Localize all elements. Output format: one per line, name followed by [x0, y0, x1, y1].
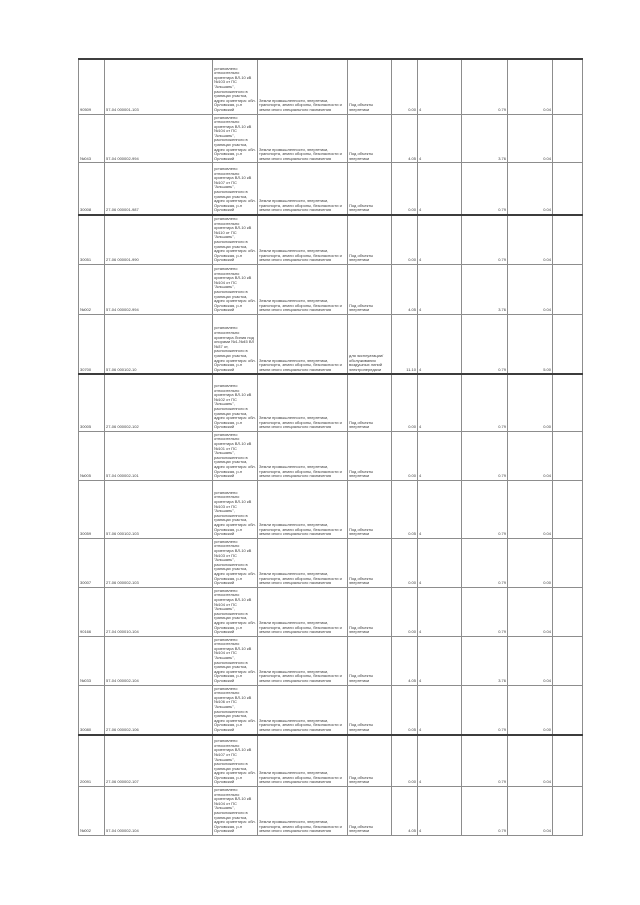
cell-cadastral-number: 27-06 000001-990: [105, 215, 213, 264]
cell-sum-value: 0.04: [508, 587, 553, 636]
cell-area-value: 4.05: [392, 264, 418, 314]
cell-record-number: 30051: [79, 215, 105, 264]
cell-empty: [553, 163, 583, 215]
table-row: [79, 685, 583, 734]
cell-sum-value: 0.04: [508, 114, 553, 163]
cell-permitted-use: Под объекты энергетики: [348, 636, 392, 685]
cell-rate-value: 0.79: [462, 215, 508, 264]
cell-rate-value: 0.79: [462, 59, 508, 114]
cell-record-number: 30005: [79, 374, 105, 431]
cell-code-value: 4: [418, 431, 462, 480]
cell-code-value: 4: [418, 114, 462, 163]
cell-land-category: Земли промышленности, энергетики, транспорта, земли обороны, безопасности и земли иного специального назначения: [258, 314, 348, 374]
cell-location-description: установлено относительно ориентира ВЛ-10 кВ №110 от ПС "Альшань", расположенного в границах участка, адрес ориентира: обл. Орловская, р-н Орловский: [213, 215, 258, 264]
cell-cadastral-number: 27-06 000002-103: [105, 538, 213, 587]
table-row: [79, 538, 583, 587]
cell-permitted-use: Под объекты энергетики: [348, 374, 392, 431]
cell-rate-value: 0.79: [462, 163, 508, 215]
cell-permitted-use: Под объекты энергетики: [348, 685, 392, 734]
cell-sum-value: 0.04: [508, 787, 553, 836]
cell-rate-value: 0.79: [462, 685, 508, 734]
cell-location-description: установлено относительно ориентира ВЛ-10 кВ №103 от ПС "Альшань", расположенного в границах участка, адрес ориентира: обл. Орловская, р-н Орловский: [213, 480, 258, 538]
cell-rate-value: 0.79: [462, 314, 508, 374]
cell-area-value: 0.00: [392, 163, 418, 215]
table-row: [79, 314, 583, 374]
cell-permitted-use: Под объекты энергетики: [348, 59, 392, 114]
cell-record-number: 30080: [79, 685, 105, 734]
cell-sum-value: 0.04: [508, 59, 553, 114]
table-row: [79, 59, 583, 114]
cell-area-value: 0.00: [392, 431, 418, 480]
cell-area-value: 0.00: [392, 587, 418, 636]
cell-cadastral-number: 27-04 000010-104: [105, 587, 213, 636]
cell-location-description: установлено относительно ориентира ВЛ-10 кВ №104 от ПС "Альшань", расположенного в границах участка, адрес ориентира: обл. Орловская, р-н Орловский: [213, 264, 258, 314]
cell-empty: [553, 114, 583, 163]
cell-land-category: Земли промышленности, энергетики, транспорта, земли обороны, безопасности и земли иного специального назначения: [258, 431, 348, 480]
cell-code-value: 4: [418, 636, 462, 685]
cell-code-value: 4: [418, 264, 462, 314]
cell-permitted-use: Под объекты энергетики: [348, 163, 392, 215]
cadastral-table-container: [78, 58, 582, 836]
table-row: [79, 787, 583, 836]
cell-empty: [553, 264, 583, 314]
cell-area-value: 11.10: [392, 314, 418, 374]
cell-cadastral-number: 57-06 000102-10: [105, 314, 213, 374]
cell-land-category: Земли промышленности, энергетики, транспорта, земли обороны, безопасности и земли иного специального назначения: [258, 685, 348, 734]
cell-empty: [553, 587, 583, 636]
cell-code-value: 4: [418, 480, 462, 538]
cell-code-value: 4: [418, 59, 462, 114]
cell-code-value: 4: [418, 215, 462, 264]
cell-land-category: Земли промышленности, энергетики, транспорта, земли обороны, безопасности и земли иного специального назначения: [258, 787, 348, 836]
cell-permitted-use: Под объекты энергетики: [348, 787, 392, 836]
cell-rate-value: 0.79: [462, 374, 508, 431]
cell-rate-value: 0.79: [462, 538, 508, 587]
cell-empty: [553, 314, 583, 374]
table-row: [79, 587, 583, 636]
cell-rate-value: 0.79: [462, 735, 508, 787]
cell-area-value: 4.05: [392, 636, 418, 685]
cell-land-category: Земли промышленности, энергетики, транспорта, земли обороны, безопасности и земли иного специального назначения: [258, 163, 348, 215]
cell-sum-value: 0.04: [508, 264, 553, 314]
cell-permitted-use: Под объекты энергетики: [348, 431, 392, 480]
cell-land-category: Земли промышленности, энергетики, транспорта, земли обороны, безопасности и земли иного специального назначения: [258, 215, 348, 264]
cadastral-parcel-table: [78, 58, 583, 836]
cell-record-number: 20091: [79, 735, 105, 787]
cell-land-category: Земли промышленности, энергетики, транспорта, земли обороны, безопасности и земли иного специального назначения: [258, 374, 348, 431]
table-body: [79, 59, 583, 836]
cell-land-category: Земли промышленности, энергетики, транспорта, земли обороны, безопасности и земли иного специального назначения: [258, 480, 348, 538]
table-row: [79, 264, 583, 314]
cell-rate-value: 0.79: [462, 480, 508, 538]
cell-rate-value: 0.79: [462, 431, 508, 480]
cell-record-number: 30059: [79, 480, 105, 538]
cell-code-value: 4: [418, 735, 462, 787]
cell-cadastral-number: 57-06 000102-103: [105, 480, 213, 538]
cell-rate-value: 3.76: [462, 114, 508, 163]
cell-sum-value: 0.00: [508, 538, 553, 587]
cell-area-value: 0.00: [392, 215, 418, 264]
cell-cadastral-number: 57-04 000002-994: [105, 264, 213, 314]
cell-permitted-use: Под объекты энергетики: [348, 538, 392, 587]
cell-cadastral-number: 57-04 000002-104: [105, 636, 213, 685]
cell-record-number: 90509: [79, 59, 105, 114]
cell-area-value: 0.00: [392, 538, 418, 587]
cell-area-value: 0.00: [392, 735, 418, 787]
cell-record-number: №002: [79, 264, 105, 314]
cell-area-value: 4.05: [392, 787, 418, 836]
cell-permitted-use: Под объекты энергетики: [348, 587, 392, 636]
cell-code-value: 4: [418, 538, 462, 587]
cell-land-category: Земли промышленности, энергетики, транспорта, земли обороны, безопасности и земли иного специального назначения: [258, 587, 348, 636]
cell-sum-value: 0.04: [508, 480, 553, 538]
cell-record-number: 30700: [79, 314, 105, 374]
cell-land-category: Земли промышленности, энергетики, транспорта, земли обороны, безопасности и земли иного специального назначения: [258, 538, 348, 587]
cell-record-number: №043: [79, 114, 105, 163]
cell-record-number: 30008: [79, 163, 105, 215]
cell-rate-value: 0.79: [462, 787, 508, 836]
cell-permitted-use: Под объекты энергетики: [348, 114, 392, 163]
cell-sum-value: 0.04: [508, 431, 553, 480]
cell-location-description: установлено относительно ориентира ВЛ-10 кВ №102 от ПС "Альшань", расположенного в границах участка, адрес ориентира: обл. Орловская, р-н Орловский: [213, 374, 258, 431]
cell-code-value: 4: [418, 163, 462, 215]
table-row: [79, 215, 583, 264]
cell-area-value: 0.05: [392, 685, 418, 734]
cell-location-description: установлено относительно ориентира ВЛ-10 кВ №107 от ПС "Альшань", расположенного в границах участка, адрес ориентира: обл. Орловская, р-н Орловский: [213, 735, 258, 787]
cell-location-description: установлено относительно ориентира ВЛ-10 кВ №103 от ПС "Альшань", расположенного в границах участка, адрес ориентира: обл. Орловская, р-н Орловский: [213, 538, 258, 587]
cell-location-description: установлено относительно ориентира Линия под опорами №1-№45 ВЛ №37 от, расположенного в границах участка, адрес ориентира: обл. Орловская, р-н Орловский: [213, 314, 258, 374]
cell-cadastral-number: 57-04 000001-103: [105, 59, 213, 114]
cell-rate-value: 3.76: [462, 636, 508, 685]
table-row: [79, 431, 583, 480]
cell-cadastral-number: 57-04 000002-994: [105, 114, 213, 163]
cell-sum-value: 0.04: [508, 163, 553, 215]
cell-sum-value: 0.04: [508, 636, 553, 685]
cell-cadastral-number: 27-06 000002-107: [105, 735, 213, 787]
cell-empty: [553, 636, 583, 685]
cell-sum-value: 0.04: [508, 215, 553, 264]
cell-code-value: 4: [418, 787, 462, 836]
cell-area-value: 0.00: [392, 59, 418, 114]
cell-location-description: установлено относительно ориентира ВЛ-10 кВ №104 от ПС "Альшань", расположенного в границах участка, адрес ориентира: обл. Орловская, р-н Орловский: [213, 114, 258, 163]
cell-code-value: 4: [418, 374, 462, 431]
cell-empty: [553, 59, 583, 114]
cell-empty: [553, 787, 583, 836]
cell-rate-value: 0.79: [462, 587, 508, 636]
table-row: [79, 735, 583, 787]
cell-land-category: Земли промышленности, энергетики, транспорта, земли обороны, безопасности и земли иного специального назначения: [258, 735, 348, 787]
cell-cadastral-number: 57-04 000002-101: [105, 431, 213, 480]
cell-location-description: установлено относительно ориентира ВЛ-10 кВ №107 от ПС "Альшань", расположенного в границах участка, адрес ориентира: обл. Орловская, р-н Орловский: [213, 163, 258, 215]
cell-record-number: №002: [79, 787, 105, 836]
cell-area-value: 4.05: [392, 114, 418, 163]
cell-record-number: №005: [79, 431, 105, 480]
cell-permitted-use: для эксплуатации/обслуживания воздушных линий электропередачи: [348, 314, 392, 374]
cell-land-category: Земли промышленности, энергетики, транспорта, земли обороны, безопасности и земли иного специального назначения: [258, 264, 348, 314]
cell-location-description: установлено относительно ориентира ВЛ-10 кВ №104 от ПС "Альшань", расположенного в границах участка, адрес ориентира: обл. Орловская, р-н Орловский: [213, 787, 258, 836]
cell-location-description: установлено относительно ориентира ВЛ-10 кВ №106 от ПС "Альшань", расположенного в границах участка, адрес ориентира: обл. Орловская, р-н Орловский: [213, 685, 258, 734]
cell-cadastral-number: 57-04 000002-104: [105, 787, 213, 836]
cell-location-description: установлено относительно ориентира ВЛ-10 кВ №101 от ПС "Альшань", расположенного в границах участка, адрес ориентира: обл. Орловская, р-н Орловский: [213, 431, 258, 480]
cell-land-category: Земли промышленности, энергетики, транспорта, земли обороны, безопасности и земли иного специального назначения: [258, 114, 348, 163]
cell-permitted-use: Под объекты энергетики: [348, 735, 392, 787]
cell-land-category: Земли промышленности, энергетики, транспорта, земли обороны, безопасности и земли иного специального назначения: [258, 59, 348, 114]
cell-location-description: установлено относительно ориентира ВЛ-10 кВ №103 от ПС "Альшань", расположенного в границах участка, адрес ориентира: обл. Орловская, р-н Орловский: [213, 59, 258, 114]
cell-location-description: установлено относительно ориентира ВЛ-10 кВ №104 от ПС "Альшань", расположенного в границах участка, адрес ориентира: обл. Орловская, р-н Орловский: [213, 587, 258, 636]
cell-permitted-use: Под объекты энергетики: [348, 215, 392, 264]
table-row: [79, 114, 583, 163]
cell-area-value: 0.00: [392, 374, 418, 431]
table-row: [79, 163, 583, 215]
cell-empty: [553, 685, 583, 734]
cell-empty: [553, 215, 583, 264]
table-row: [79, 480, 583, 538]
cell-code-value: 4: [418, 587, 462, 636]
cell-record-number: 30007: [79, 538, 105, 587]
cell-rate-value: 3.76: [462, 264, 508, 314]
cell-cadastral-number: 27-06 000002-106: [105, 685, 213, 734]
cell-sum-value: 0.00: [508, 685, 553, 734]
cell-record-number: 90166: [79, 587, 105, 636]
cell-record-number: №033: [79, 636, 105, 685]
cell-code-value: 4: [418, 314, 462, 374]
cell-cadastral-number: 27-06 000002-102: [105, 374, 213, 431]
table-row: [79, 374, 583, 431]
cell-cadastral-number: 27-06 000001-987: [105, 163, 213, 215]
cell-permitted-use: Под объекты энергетики: [348, 480, 392, 538]
table-row: [79, 636, 583, 685]
cell-empty: [553, 735, 583, 787]
cell-area-value: 0.05: [392, 480, 418, 538]
cell-sum-value: 0.00: [508, 374, 553, 431]
cell-empty: [553, 480, 583, 538]
cell-empty: [553, 374, 583, 431]
cell-empty: [553, 431, 583, 480]
cell-empty: [553, 538, 583, 587]
cell-sum-value: 0.04: [508, 735, 553, 787]
cell-sum-value: 5.00: [508, 314, 553, 374]
cell-code-value: 4: [418, 685, 462, 734]
cell-land-category: Земли промышленности, энергетики, транспорта, земли обороны, безопасности и земли иного специального назначения: [258, 636, 348, 685]
cell-location-description: установлено относительно ориентира ВЛ-10 кВ №104 от ПС "Альшань", расположенного в границах участка, адрес ориентира: обл. Орловская, р-н Орловский: [213, 636, 258, 685]
cell-permitted-use: Под объекты энергетики: [348, 264, 392, 314]
